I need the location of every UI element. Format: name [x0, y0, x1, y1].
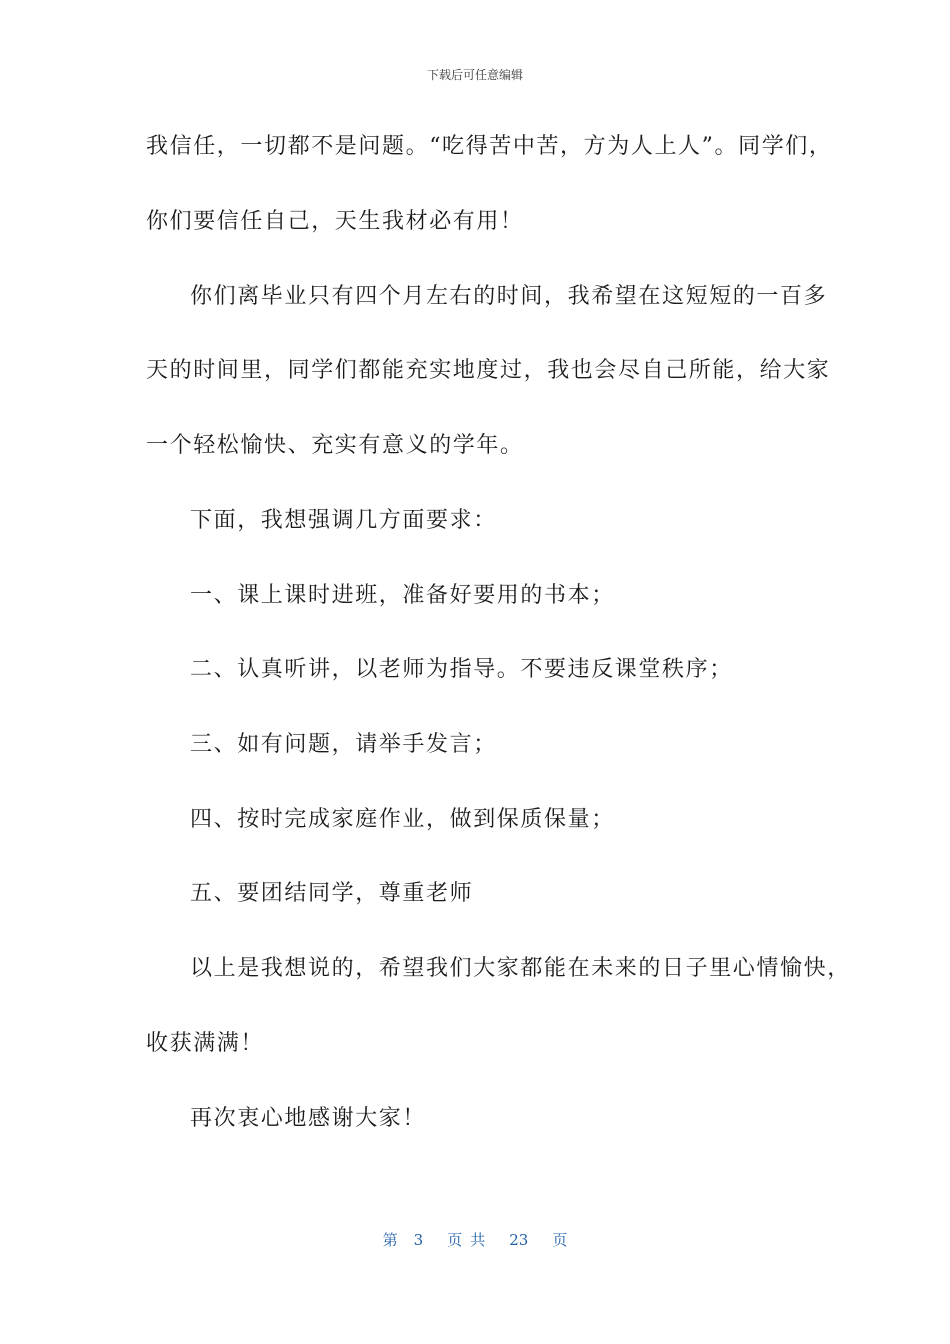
paragraph-line: 以上是我想说的，希望我们大家都能在未来的日子里心情愉快， [190, 956, 851, 981]
footer-page-prefix: 第 [382, 1231, 398, 1249]
paragraph-line: 下面，我想强调几方面要求： [190, 508, 497, 533]
footer-page-suffix: 页 [552, 1231, 568, 1249]
paragraph-line: 再次衷心地感谢大家！ [190, 1106, 427, 1131]
list-item: 一、课上课时进班，准备好要用的书本； [190, 583, 615, 608]
footer-current-page: 3 [413, 1231, 424, 1249]
paragraph-line: 一个轻松愉快、充实有意义的学年。 [146, 433, 524, 458]
footer-page-mid: 页共 [447, 1231, 494, 1249]
list-item: 二、认真听讲，以老师为指导。不要违反课堂秩序； [190, 657, 733, 682]
paragraph-line: 你们离毕业只有四个月左右的时间，我希望在这短短的一百多 [190, 284, 828, 309]
list-item: 五、要团结同学，尊重老师 [190, 881, 474, 906]
paragraph-line: 收获满满！ [146, 1031, 265, 1056]
page-footer [0, 1229, 950, 1250]
page-header: 下载后可任意编辑 [426, 68, 523, 82]
paragraph-line: 我信任，一切都不是问题。“吃得苦中苦，方为人上人”。同学们， [146, 134, 833, 159]
footer-total-pages: 23 [509, 1231, 529, 1249]
paragraph-line: 天的时间里，同学们都能充实地度过，我也会尽自己所能，给大家 [146, 358, 831, 383]
paragraph-line: 你们要信任自己，天生我材必有用！ [146, 209, 524, 234]
list-item: 三、如有问题，请举手发言； [190, 732, 497, 757]
list-item: 四、按时完成家庭作业，做到保质保量； [190, 807, 615, 832]
